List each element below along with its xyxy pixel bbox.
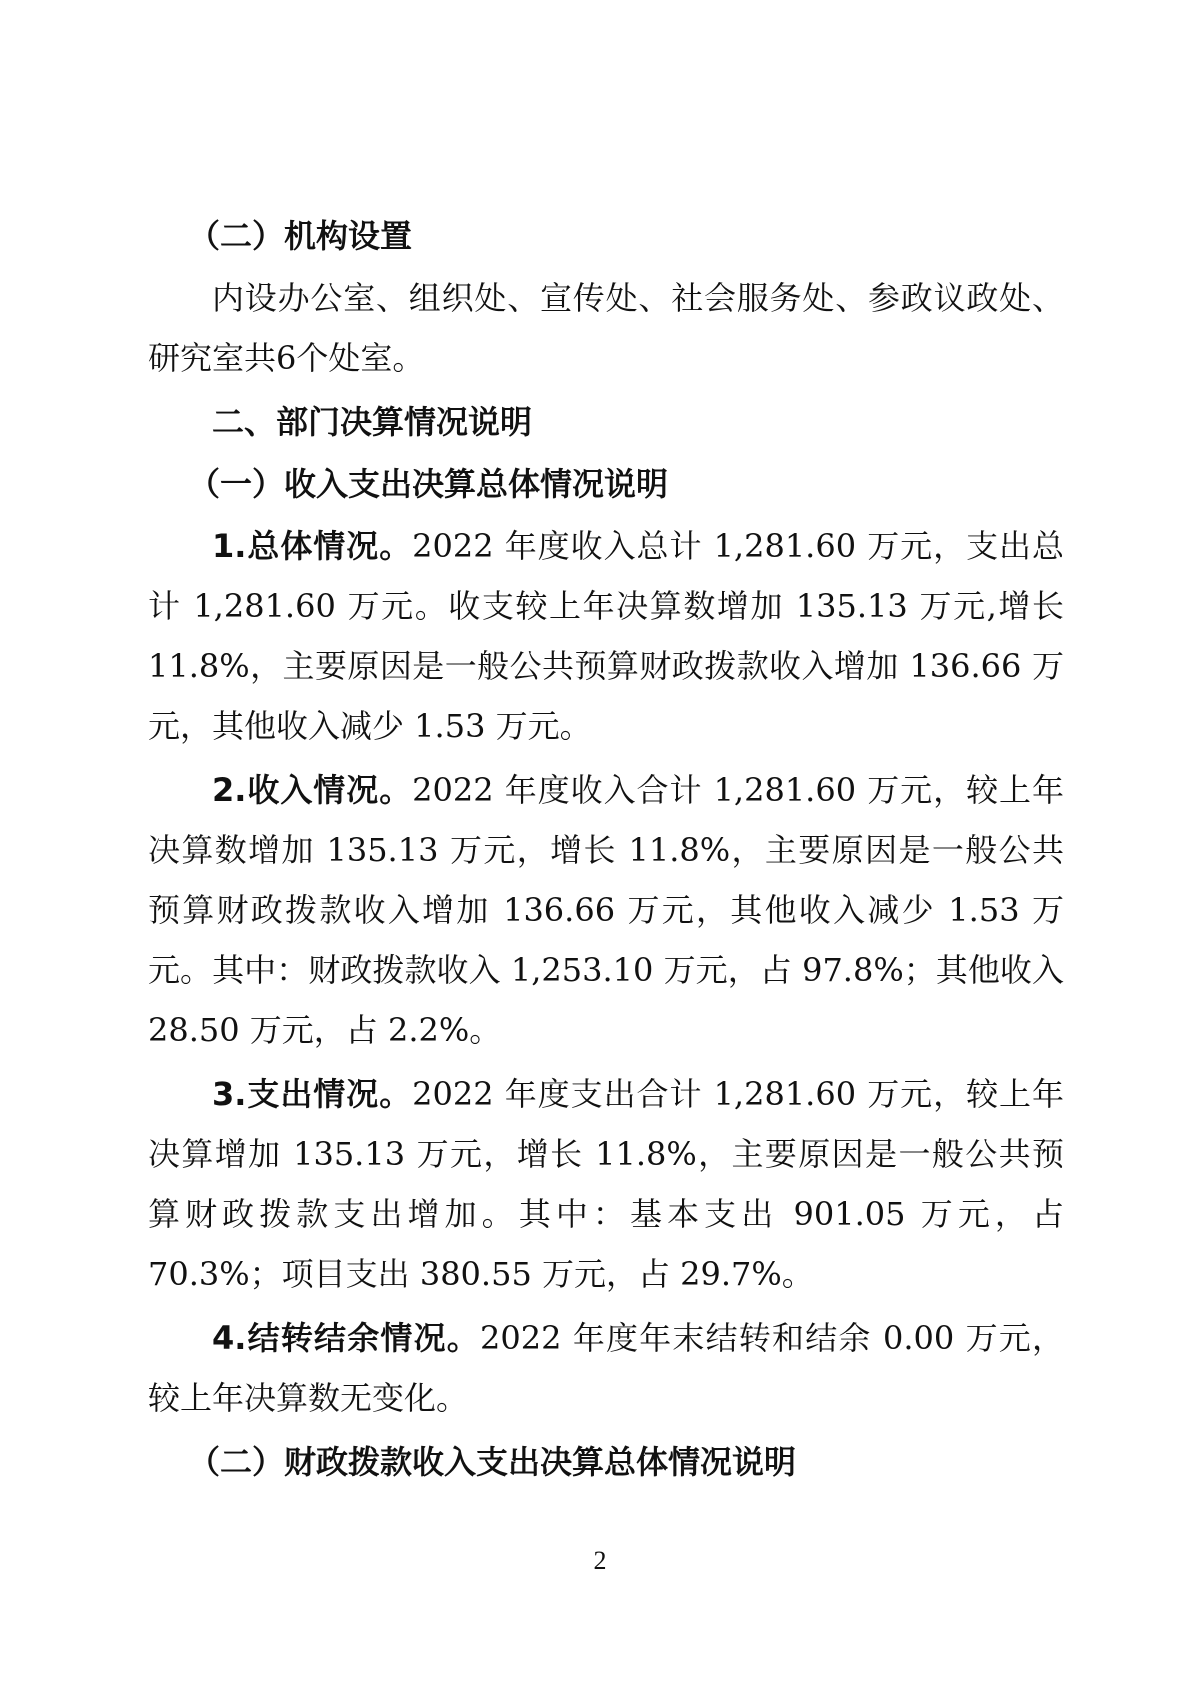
page-number: 2 [593, 1546, 607, 1575]
section-heading-part2: 二、部门决算情况说明 [212, 403, 533, 441]
paragraph-item-4 [148, 1308, 1064, 1428]
subsection-heading-1: （一）收入支出决算总体情况说明 [188, 465, 669, 503]
item-1-text: 2022 年度收入总计 1,281.60 万元，支出总计 1,281.60 万元。收支较上年决算数增加 135.13 万元,增长 11.8%，主要原因是一般公共预算财政拨款收入增加 136.66 万元，其他收入减少 1.53 万元。 [148, 527, 1064, 745]
paragraph-org: 内设办公室、组织处、宣传处、社会服务处、参政议政处、研究室共6个处室。 [148, 279, 1064, 377]
item-1-lead: 1.总体情况。 [212, 527, 413, 565]
item-2-lead: 2.收入情况。 [212, 771, 413, 809]
subsection-heading-2: （二）财政拨款收入支出决算总体情况说明 [188, 1443, 797, 1481]
item-3-lead: 3.支出情况。 [212, 1075, 413, 1113]
paragraph-item-1 [148, 516, 1064, 756]
item-2-text: 2022 年度收入合计 1,281.60 万元，较上年决算数增加 135.13 万元，增长 11.8%，主要原因是一般公共预算财政拨款收入增加 136.66 万元，其他收入减少 1.53 万元。其中：财政拨款收入 1,253.10 万元，占 97.8%；其他收入 28.50 万元，占 2.2%。 [148, 771, 1064, 1049]
section-heading-org: （二）机构设置 [188, 217, 413, 255]
paragraph-item-3 [148, 1064, 1064, 1304]
item-3-text: 2022 年度支出合计 1,281.60 万元，较上年决算增加 135.13 万元，增长 11.8%，主要原因是一般公共预算财政拨款支出增加。其中：基本支出 901.05 万元，占 70.3%；项目支出 380.55 万元，占 29.7%。 [148, 1075, 1064, 1293]
document-body [148, 206, 1064, 1492]
item-4-text: 2022 年度年末结转和结余 0.00 万元，较上年决算数无变化。 [148, 1319, 1064, 1417]
paragraph-item-2 [148, 760, 1064, 1060]
item-4-lead: 4.结转结余情况。 [212, 1319, 481, 1357]
